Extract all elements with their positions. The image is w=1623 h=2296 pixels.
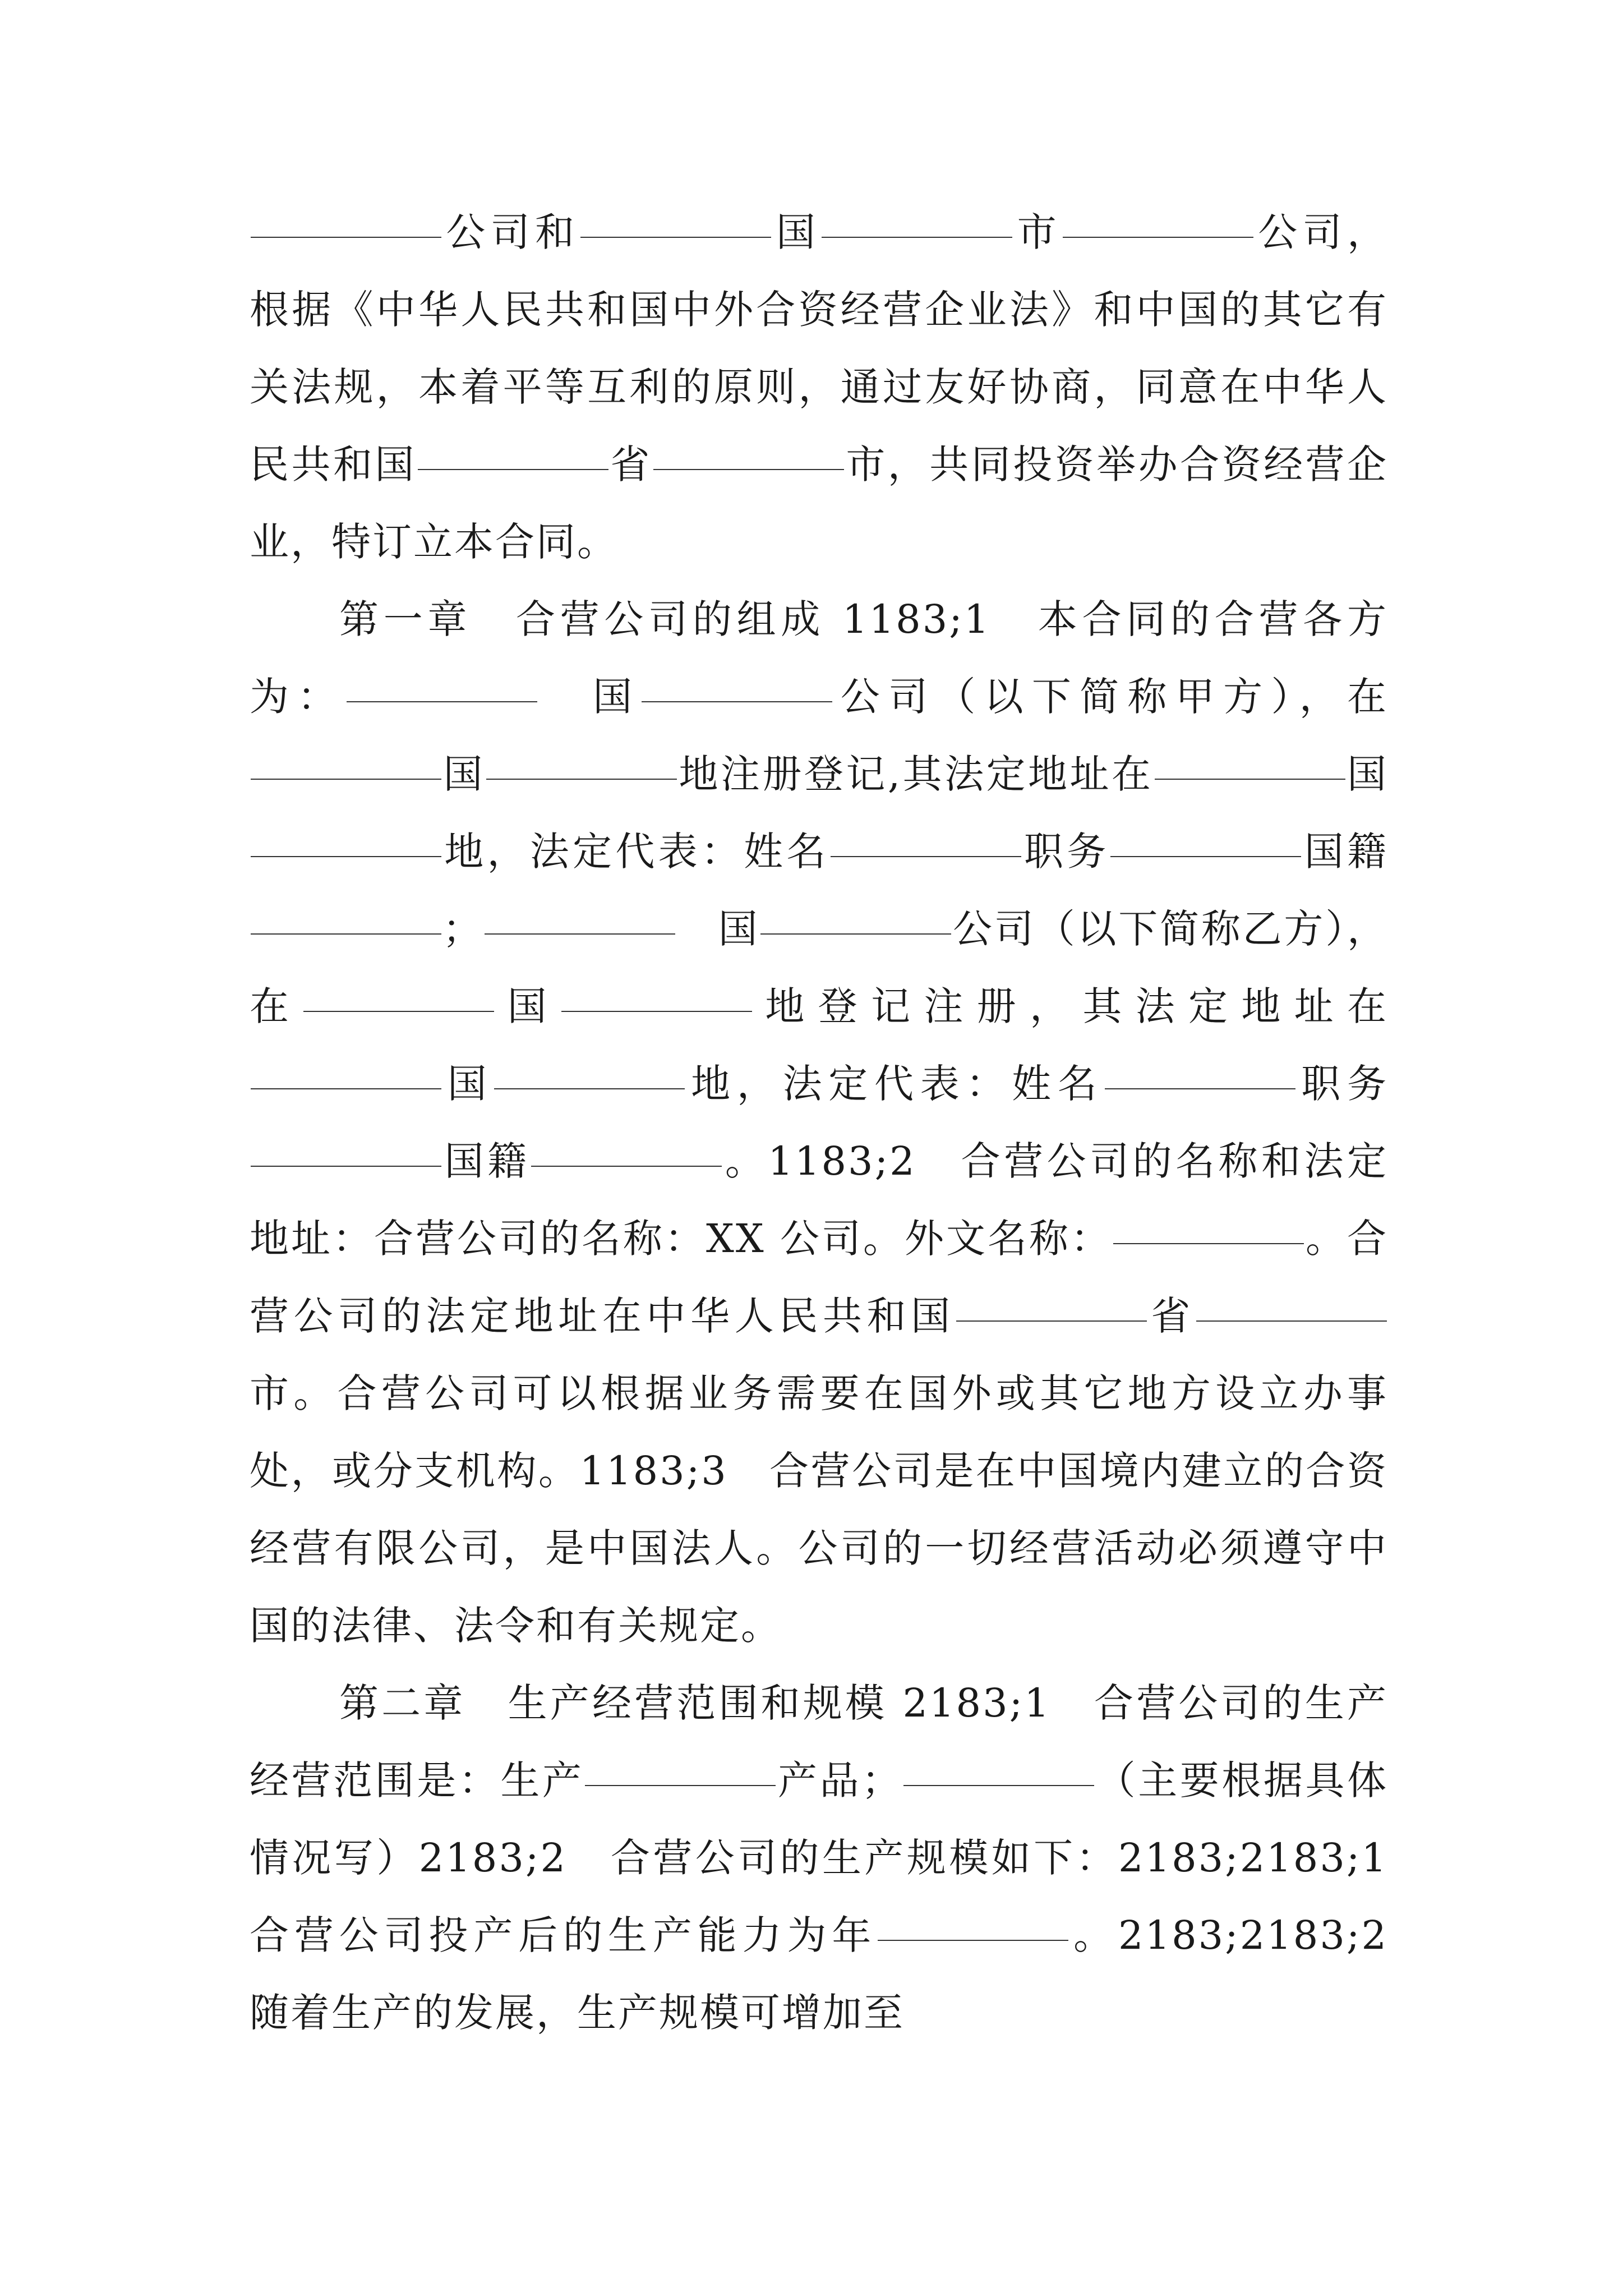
fill-in-blank <box>956 1320 1147 1322</box>
fill-in-blank <box>251 778 441 780</box>
paragraph-text: 职务 <box>1022 829 1110 875</box>
fill-in-blank <box>1063 236 1253 238</box>
paragraph-text: 市，共同投资举办合资经营企业，特订立本合同。 <box>250 441 1389 565</box>
fill-in-blank <box>903 1784 1094 1786</box>
paragraph-text: 市 <box>1013 209 1062 255</box>
contract-body <box>250 194 1429 2051</box>
paragraph-text: 国 <box>495 983 561 1029</box>
paragraph-text: 公司（以下简称甲方），在 <box>833 674 1389 720</box>
fill-in-blank <box>585 1784 776 1786</box>
paragraph-text: 国籍 <box>1302 829 1389 875</box>
fill-in-blank <box>531 1165 722 1167</box>
paragraph-text: 公司，根据《中华人民共和国中外合资经营企业法》和中国的其它有关法规，本着平等互利的原则，通过友好协商，同意在中华人民共和国 <box>250 209 1389 487</box>
paragraph-text: 国 <box>772 209 821 255</box>
paragraph-text: 市。合营公司可以根据业务需要在国外或其它地方设立办事处，或分支机构。1183;3 合营公司是在中国境内建立的合资经营有限公司，是中国法人。公司的一切经营活动必须遵守中国的法律、法令和有关规定。 <box>250 1370 1388 1649</box>
fill-in-blank <box>1105 1088 1295 1089</box>
paragraph-text: 国 <box>442 1061 494 1107</box>
paragraph-text: 。1183;2 合营公司的名称和法定地址：合营公司的名称：XX 公司。外文名称： <box>250 1138 1389 1262</box>
fill-in-blank <box>1196 1320 1387 1322</box>
fill-in-blank <box>1110 855 1301 857</box>
paragraph-text: 职务 <box>1296 1061 1389 1107</box>
fill-in-blank <box>251 236 441 238</box>
fill-in-blank <box>653 468 844 470</box>
paragraph-text: 地，法定代表：姓名 <box>686 1061 1104 1107</box>
fill-in-blank <box>251 1088 441 1089</box>
fill-in-blank <box>561 1010 752 1012</box>
paragraph-text: 国 <box>538 674 641 720</box>
contract-paragraph <box>250 581 1388 1664</box>
fill-in-blank <box>485 933 675 935</box>
fill-in-blank <box>831 855 1021 857</box>
paragraph-text: 国 <box>676 906 760 952</box>
fill-in-blank <box>580 236 771 238</box>
paragraph-text: 地登记注册，其法定地址在 <box>753 983 1389 1029</box>
fill-in-blank <box>251 933 441 935</box>
fill-in-blank <box>1113 1243 1304 1244</box>
fill-in-blank <box>1155 778 1345 780</box>
fill-in-blank <box>760 933 951 935</box>
fill-in-blank <box>822 236 1012 238</box>
paragraph-text: 公司（以下简称乙方），在 <box>250 906 1389 1029</box>
paragraph-text: 第二章 生产经营范围和规模 2183;1 合营公司的生产经营范围是：生产 <box>250 1680 1388 1803</box>
fill-in-blank <box>347 701 537 702</box>
paragraph-text: 产品； <box>777 1757 903 1803</box>
paragraph-text: 国 <box>1346 751 1388 797</box>
fill-in-blank <box>303 1010 494 1012</box>
paragraph-text: 省 <box>609 441 652 487</box>
fill-in-blank <box>251 1165 441 1167</box>
paragraph-text: 国籍 <box>442 1138 531 1184</box>
paragraph-text: 第一章 合营公司的组成 1183;1 本合同的合营各方为： <box>250 596 1388 720</box>
paragraph-text: 地注册登记,其法定地址在 <box>677 751 1154 797</box>
paragraph-text: 公司和 <box>442 209 580 255</box>
paragraph-text: 地，法定代表：姓名 <box>442 829 829 875</box>
contract-paragraph <box>250 1664 1429 2051</box>
contract-paragraph <box>250 194 1388 581</box>
fill-in-blank <box>642 701 832 702</box>
paragraph-text: ； <box>442 906 483 952</box>
paragraph-text: 省 <box>1147 1293 1196 1339</box>
fill-in-blank <box>878 1939 1068 1941</box>
paragraph-text: 。合营公司的法定地址在中华人民共和国 <box>250 1216 1389 1339</box>
paragraph-text: 。2183;2183;2 随着生产的发展，生产规模可增加至 <box>250 1912 1429 2036</box>
paragraph-text: 国 <box>442 751 485 797</box>
fill-in-blank <box>486 778 677 780</box>
fill-in-blank <box>494 1088 685 1089</box>
fill-in-blank <box>251 855 441 857</box>
paragraph-text: （主要根据具体情况写）2183;2 合营公司的生产规模如下：2183;2183;1 合营公司投产后的生产能力为年 <box>250 1757 1429 1958</box>
fill-in-blank <box>418 468 608 470</box>
